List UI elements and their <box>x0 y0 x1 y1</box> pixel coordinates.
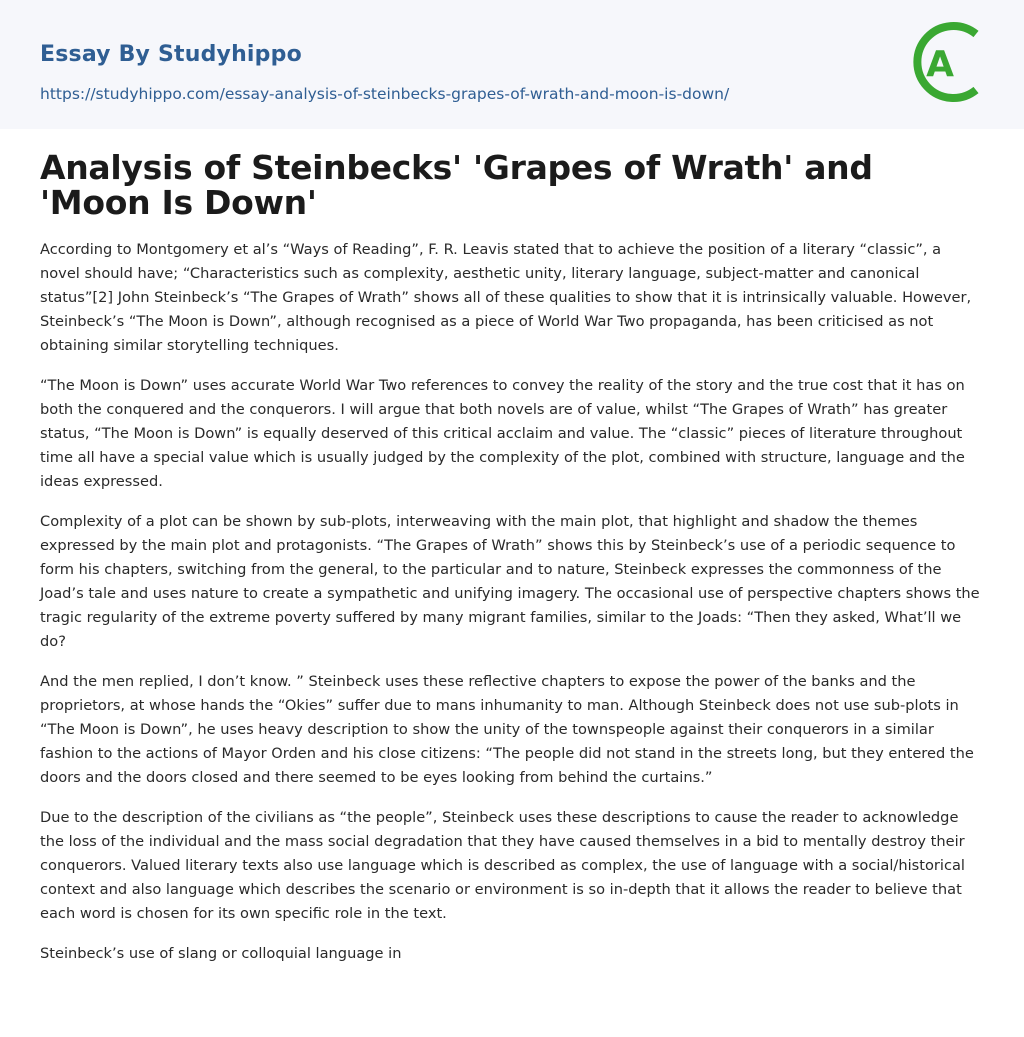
article-paragraph: “The Moon is Down” uses accurate World War Two references to convey the reality of the story and the true cost that it has on both the conquered and the conquerors. I will argue that both novels are of value, whilst “The Grapes of Wrath” has greater status, “The Moon is Down” is equally deserved of this critical acclaim and value. The “classic” pieces of literature throughout time all have a special value which is usually judged by the complexity of the plot, combined with structure, language and the ideas expressed. <box>40 377 965 490</box>
article-content <box>40 150 984 982</box>
article-title: Analysis of Steinbecks' 'Grapes of Wrath' and 'Moon Is Down' <box>40 148 873 222</box>
article-paragraph: Complexity of a plot can be shown by sub-plots, interweaving with the main plot, that highlight and shadow the themes expressed by the main plot and protagonists. “The Grapes of Wrath” shows this by Steinbeck’s use of a periodic sequence to form his chapters, switching from the general, to the particular and to nature, Steinbeck expresses the commonness of the Joad’s tale and uses nature to create a sympathetic and unifying imagery. The occasional use of perspective chapters shows the tragic regularity of the extreme poverty suffered by many migrant families, similar to the Joads: “Then they asked, What’ll we do? <box>40 513 980 650</box>
article-paragraph: Due to the description of the civilians as “the people”, Steinbeck uses these descriptions to cause the reader to acknowledge the loss of the individual and the mass social degradation that they have caused themselves in a bid to mentally destroy their conquerors. Valued literary texts also use language which is described as complex, the use of language with a social/historical context and also language which describes the scenario or environment is so in-depth that it allows the reader to believe that each word is chosen for its own specific role in the text. <box>40 809 965 922</box>
article-paragraph: And the men replied, I don’t know. ” Steinbeck uses these reflective chapters to expose the power of the banks and the proprietors, at whose hands the “Okies” suffer due to mans inhumanity to man. Although Steinbeck does not use sub-plots in “The Moon is Down”, he uses heavy description to show the unity of the townspeople against their conquerors in a similar fashion to the actions of Mayor Orden and his close citizens: “The people did not stand in the streets long, but they entered the doors and the doors closed and there seemed to be eyes looking from behind the curtains.” <box>40 673 974 786</box>
studyhippo-logo-icon[interactable] <box>910 16 990 108</box>
site-header <box>0 0 1024 129</box>
site-brand[interactable]: Essay By Studyhippo <box>40 42 302 67</box>
article-paragraph: According to Montgomery et al’s “Ways of Reading”, F. R. Leavis stated that to achieve the position of a literary “classic”, a novel should have; “Characteristics such as complexity, aesthetic unity, literary language, subject-matter and canonical status”[2] John Steinbeck’s “The Grapes of Wrath” shows all of these qualities to show that it is intrinsically valuable. However, Steinbeck’s “The Moon is Down”, although recognised as a piece of World War Two propaganda, has been criticised as not obtaining similar storytelling techniques. <box>40 241 972 354</box>
logo-letter: A <box>926 44 954 85</box>
article-paragraph: Steinbeck’s use of slang or colloquial language in <box>40 945 402 962</box>
essay-url-link[interactable]: https://studyhippo.com/essay-analysis-of-steinbecks-grapes-of-wrath-and-moon-is-down/ <box>40 85 730 103</box>
